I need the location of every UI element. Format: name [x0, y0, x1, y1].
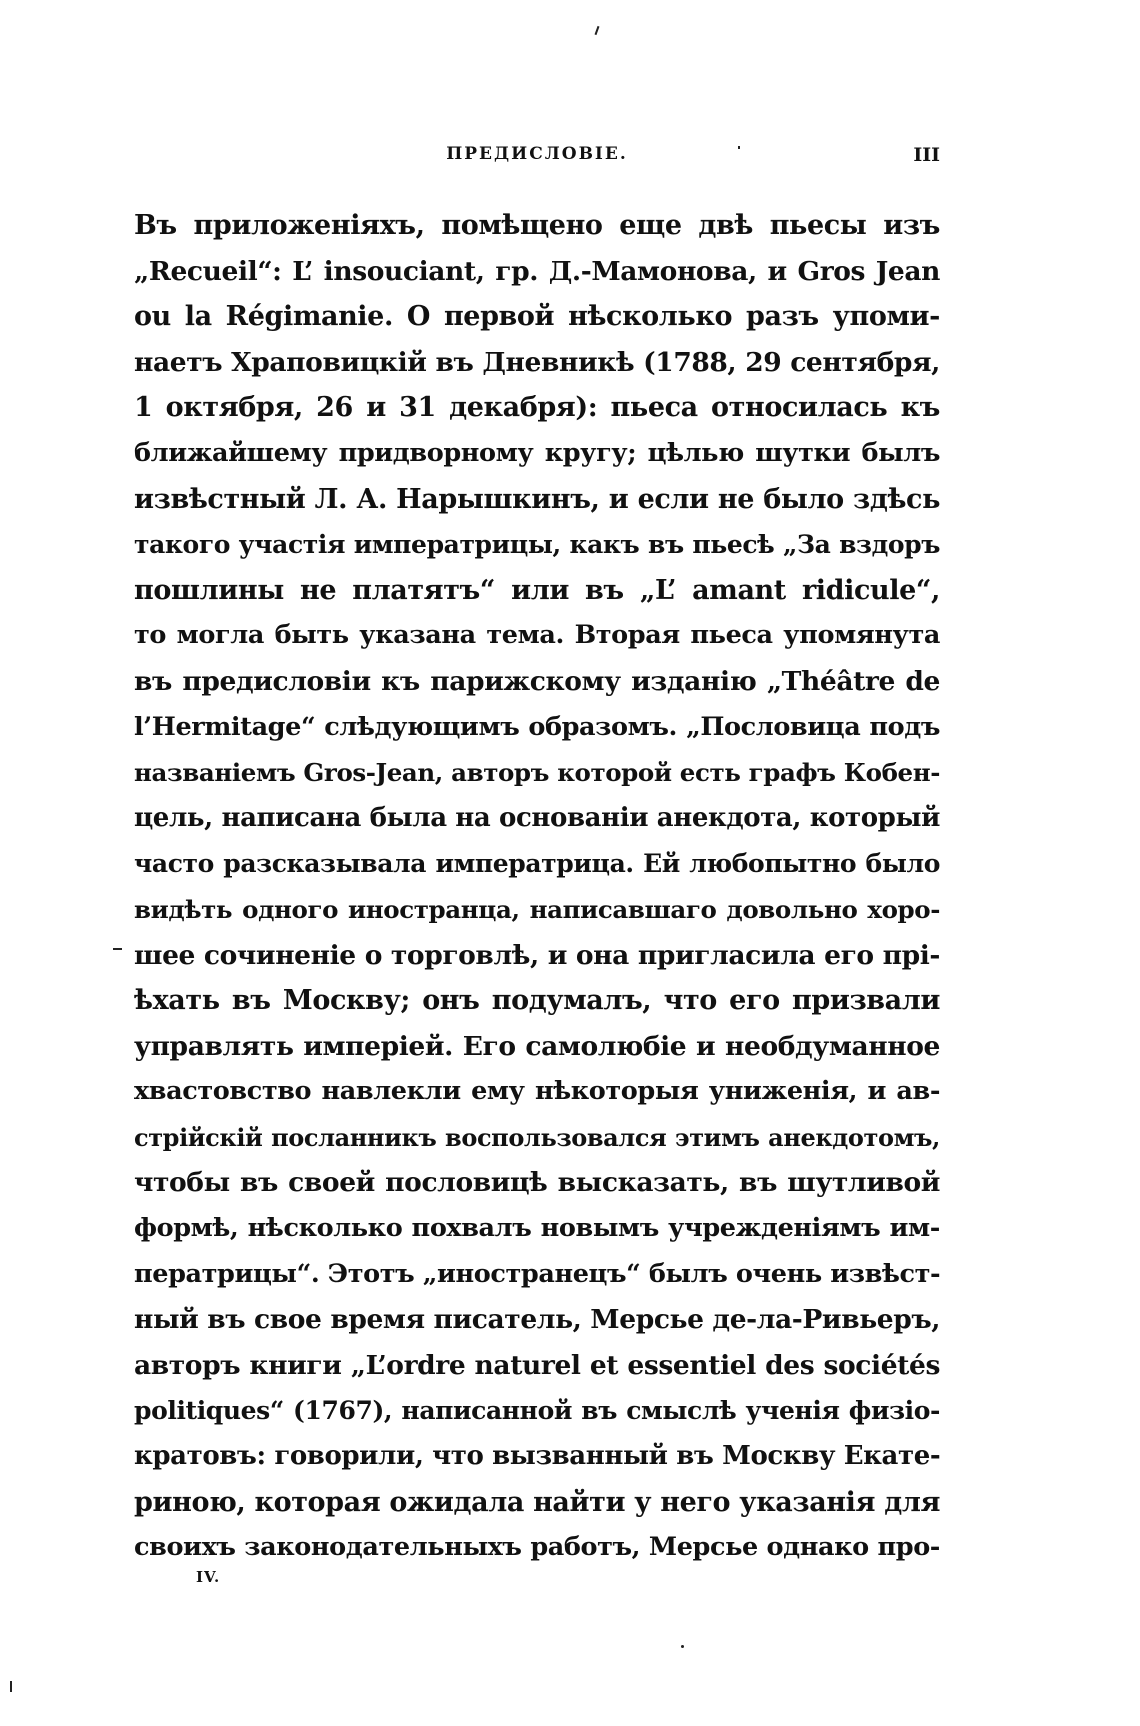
- printer-signature: IV.: [196, 1568, 221, 1586]
- scan-artifact-mark: [595, 26, 600, 35]
- text-line: politiques“ (1767), написанной въ смыслѣ ученія физіо-: [134, 1396, 940, 1426]
- text-line: своихъ законодательныхъ работъ, Мерсье однако про-: [134, 1532, 940, 1563]
- page-header: [134, 144, 940, 174]
- text-line: чтобы въ своей пословицѣ высказать, въ шутливой: [134, 1167, 940, 1199]
- text-line: Въ приложеніяхъ, помѣщено еще двѣ пьесы изъ: [134, 210, 940, 241]
- text-line: ный въ свое время писатель, Мерсье де-ла-Ривьеръ,: [134, 1304, 941, 1336]
- text-line: управлять имперіей. Его самолюбіе и необдуманное: [134, 1030, 940, 1062]
- text-line: авторъ книги „L’ordre naturel et essentiel des sociétés: [134, 1349, 940, 1381]
- text-line: извѣстный Л. А. Нарышкинъ, и если не было здѣсь: [134, 483, 940, 515]
- text-line: цель, написана была на основаніи анекдота, который: [134, 802, 940, 833]
- text-line: то могла быть указана тема. Вторая пьеса упомянута: [134, 620, 940, 651]
- text-line: риною, которая ожидала найти у него указанія для: [134, 1486, 940, 1518]
- text-line: шее сочиненіе о торговлѣ, и она пригласила его прі-: [134, 939, 940, 971]
- text-line: l’Hermitage“ слѣдующимъ образомъ. „Пословица подъ: [134, 711, 940, 742]
- text-line: хвастовство навлекли ему нѣкоторыя униженія, и ав-: [134, 1076, 940, 1107]
- body-text: [134, 203, 940, 1571]
- text-line: въ предисловіи къ парижскому изданію „Théâtre de: [134, 665, 940, 697]
- text-line: ператрицы“. Этотъ „иностранецъ“ былъ очень извѣст-: [134, 1258, 941, 1289]
- text-line: ou la Régimanie. О первой нѣсколько разъ упоми-: [134, 301, 940, 333]
- scan-artifact-dash: [113, 948, 122, 950]
- scan-artifact-dot: [681, 1645, 684, 1648]
- text-line: пошлины не платятъ“ или въ „L’ amant ridicule“,: [134, 574, 940, 606]
- text-line: ѣхать въ Москву; онъ подумалъ, что его призвали: [134, 985, 940, 1017]
- text-line: кратовъ: говорили, что вызванный въ Москву Екате-: [134, 1441, 941, 1472]
- scan-artifact-edge: [10, 1681, 12, 1692]
- text-line: формѣ, нѣсколько похвалъ новымъ учрежденіямъ им-: [134, 1213, 940, 1244]
- text-line: часто разсказывала императрица. Ей любопытно было: [134, 849, 940, 879]
- running-head: ПРЕДИСЛОВІЕ.: [446, 144, 628, 164]
- text-line: ближайшему придворному кругу; цѣлью шутки былъ: [134, 437, 940, 468]
- text-line: такого участія императрицы, какъ въ пьесѣ „За вздоръ: [134, 530, 940, 560]
- text-line: 1 октября, 26 и 31 декабря): пьеса относилась къ: [134, 392, 940, 424]
- text-line: видѣть одного иностранца, написавшаго довольно хоро-: [134, 894, 940, 924]
- text-line: названіемъ Gros-Jean, авторъ которой есть графъ Кобен-: [134, 758, 940, 788]
- page-number: III: [913, 144, 940, 166]
- text-line: „Recueil“: L’ insouciant, гр. Д.-Мамонова, и Gros Jean: [134, 255, 940, 287]
- text-line: стрійскій посланникъ воспользовался этимъ анекдотомъ,: [134, 1122, 940, 1152]
- text-line: наетъ Храповицкій въ Дневникѣ (1788, 29 сентября,: [134, 346, 940, 378]
